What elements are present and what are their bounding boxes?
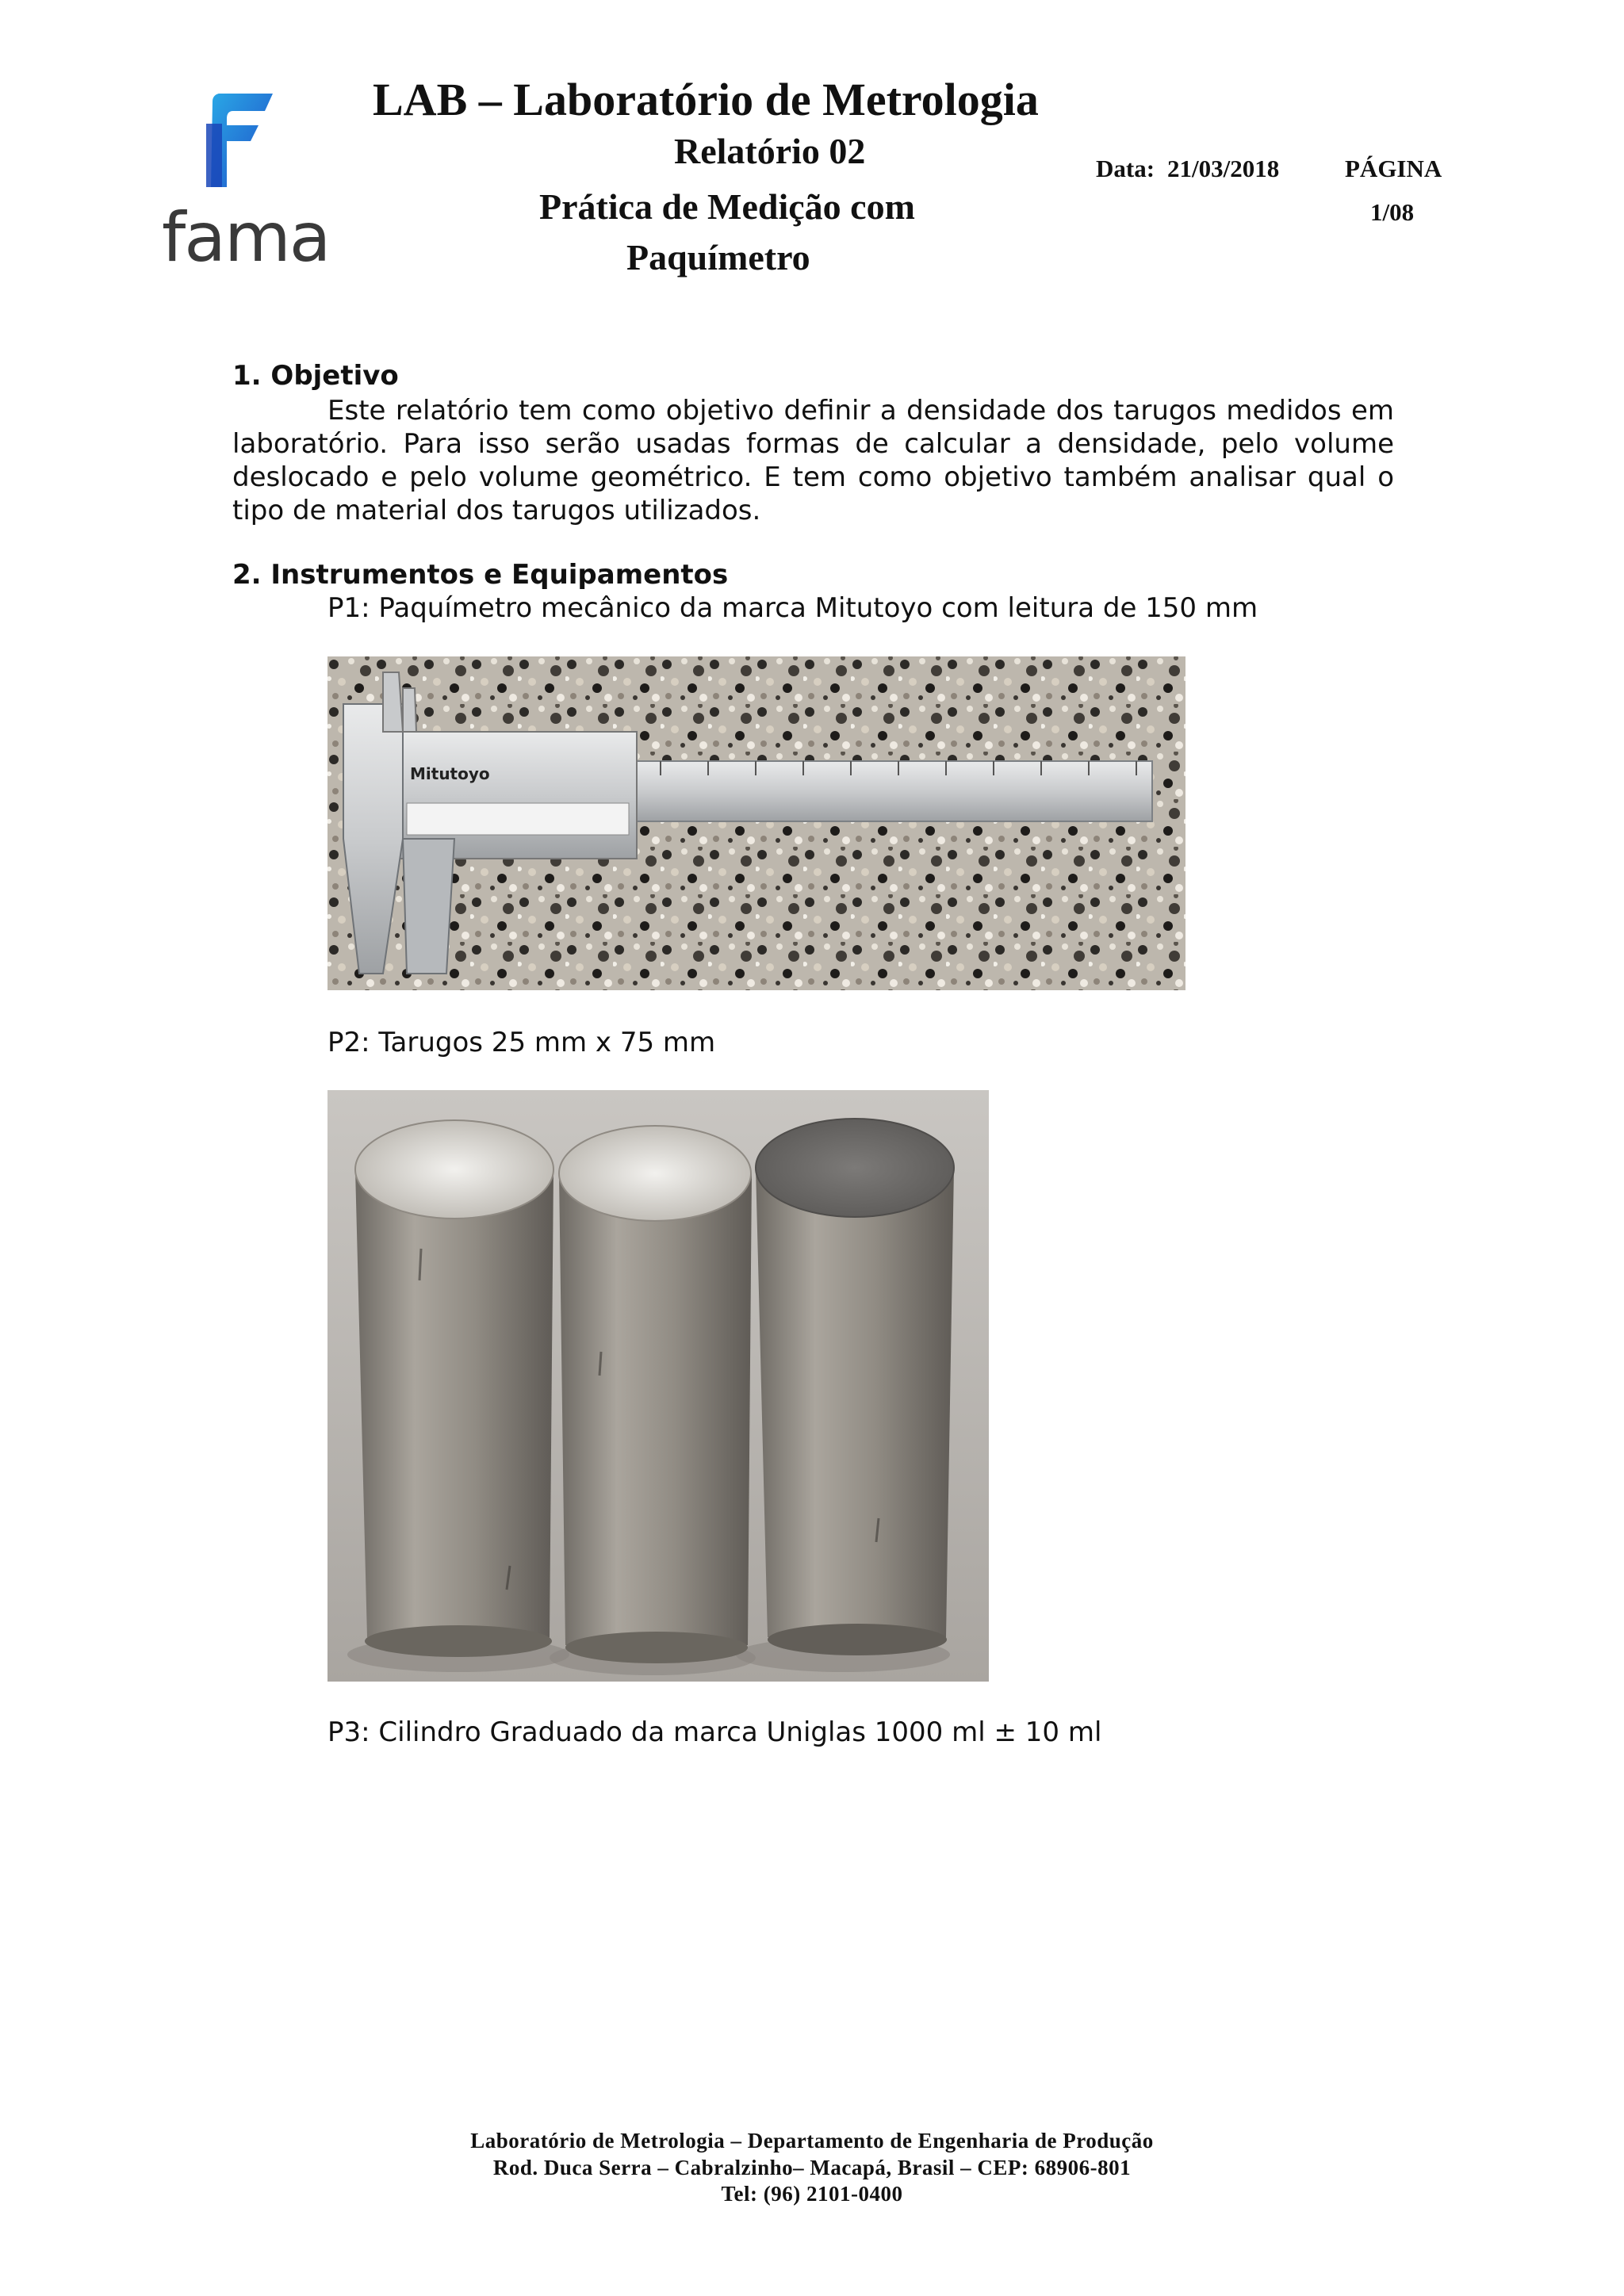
page-label: PÁGINA <box>1345 155 1442 182</box>
footer-department: Laboratório de Metrologia – Departamento de Engenharia de Produção <box>470 2129 1154 2152</box>
date-value: 21/03/2018 <box>1167 155 1280 182</box>
fama-f-icon <box>157 94 316 197</box>
instrument-p2-billets: P2: Tarugos 25 mm x 75 mm <box>327 1027 716 1058</box>
caliper-brand-label: Mitutoyo <box>410 764 490 783</box>
instrument-p1-caliper: P1: Paquímetro mecânico da marca Mitutoyo com leitura de 150 mm <box>327 592 1258 624</box>
lab-title: LAB – Laboratório de Metrologia <box>373 74 1039 125</box>
practice-title-line-1: Prática de Medição com <box>539 186 915 227</box>
instruments-heading: 2. Instrumentos e Equipamentos <box>232 559 729 591</box>
billets-photo <box>327 1090 989 1682</box>
report-number: Relatório 02 <box>674 131 866 171</box>
date-label: Data: <box>1096 155 1155 182</box>
practice-title-line-2: Paquímetro <box>626 237 810 277</box>
objective-paragraph: Este relatório tem como objetivo definir a densidade dos tarugos medidos em laboratório. Para isso serão usadas formas de calcular a densidade, pelo volume deslocado e pelo volume geométrico. E tem como objetivo também analisar qual o tipo de material dos tarugos utilizados. <box>232 395 1394 526</box>
instrument-p3-graduated-cylinder: P3: Cilindro Graduado da marca Uniglas 1000 ml ± 10 ml <box>327 1716 1102 1748</box>
fama-logo-text: fama <box>162 198 330 277</box>
footer-phone: Tel: (96) 2101-0400 <box>721 2182 903 2206</box>
objective-heading: 1. Objetivo <box>232 360 399 392</box>
footer-address: Rod. Duca Serra – Cabralzinho– Macapá, Brasil – CEP: 68906-801 <box>492 2156 1132 2179</box>
page-number: 1/08 <box>1370 198 1415 226</box>
caliper-photo <box>327 656 1185 990</box>
